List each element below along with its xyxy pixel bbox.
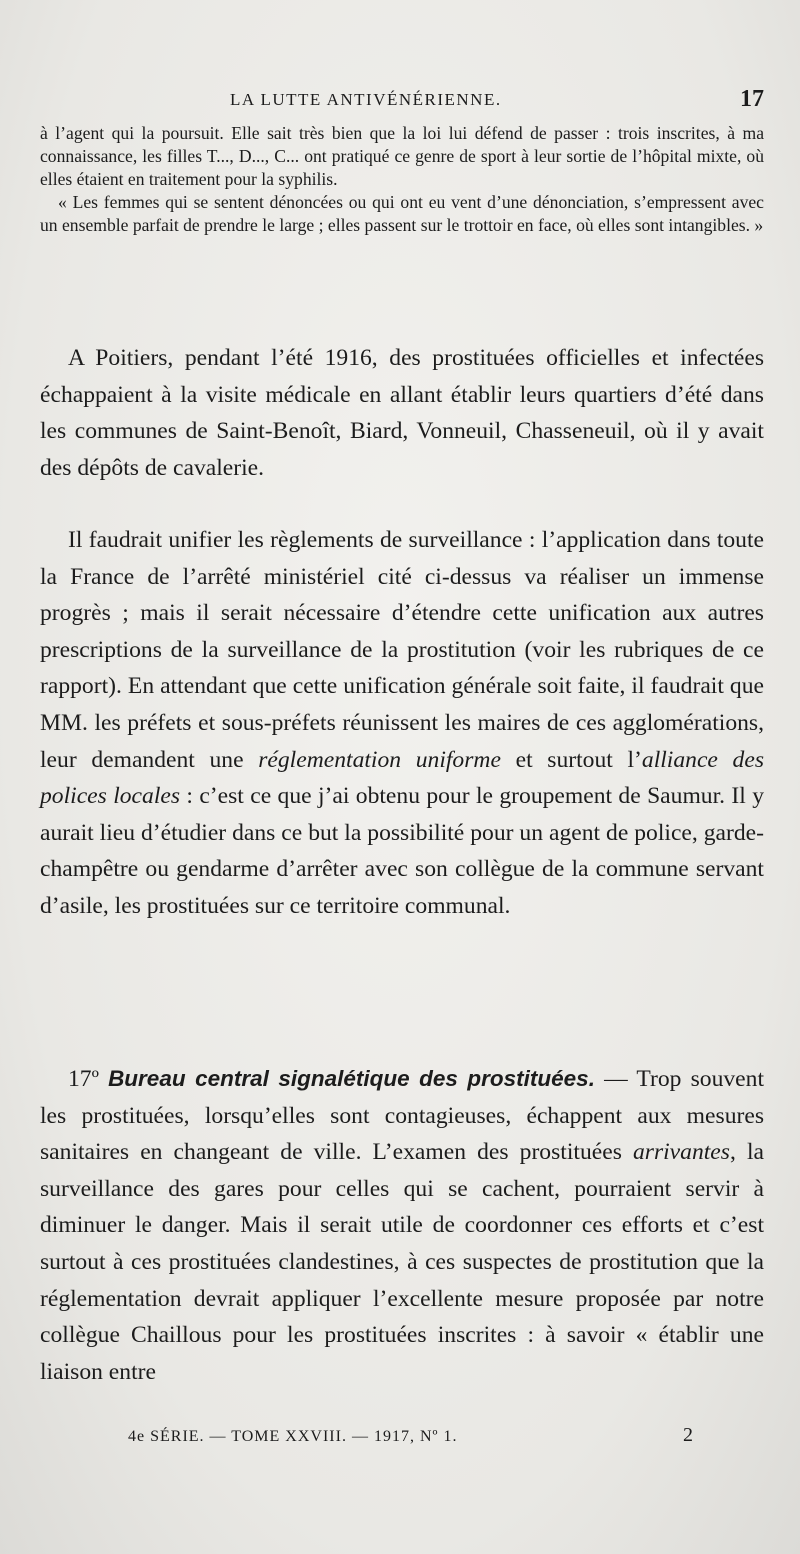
sheet-number: 2 <box>683 1424 694 1446</box>
paragraph-text <box>40 522 764 925</box>
emphasis-reglementation: réglementation uniforme <box>258 746 501 773</box>
body-paragraph-bureau <box>40 1061 764 1390</box>
text-run: , la surveillance des gares pour celles qui se cachent, pourraient servir à diminuer le danger. Mais il serait utile de coordonner ces efforts et c’est surtout à ces prostituées clandestines, à ces suspectes de prostitution que la réglementation devrait appliquer l’excellente mesure proposée par notre collègue Chaillous pour les prostituées inscrites : à savoir « établir une liaison entre <box>40 1139 764 1385</box>
text-run: Il faudrait unifier les règlements de surveillance : l’application dans toute la France de l’arrêté ministériel cité ci-dessus va réaliser un immense progrès ; mais il serait nécessaire d’étendre cette unification aux autres prescriptions de la surveillance de la prostitution (voir les rubriques de ce rapport). En attendant que cette unification générale soit faite, il faudrait que MM. les préfets et sous-préfets réunissent les maires de ces agglomérations, leur demandent une <box>40 527 764 773</box>
emphasis-arrivantes: arrivantes <box>632 1139 730 1166</box>
text-run: et surtout l’ <box>500 746 642 773</box>
text-run: : c’est ce que j’ai obtenu pour le groupement de Saumur. Il y aurait lieu d’étudier dans ce but la possibilité pour un agent de police, garde-champêtre ou gendarme d’arrêter avec son collègue de la commune servant d’asile, les prostituées sur ce territoire communal. <box>40 783 764 919</box>
section-heading: Bureau central signalétique des prostituées. <box>108 1066 595 1091</box>
paragraph-text: A Poitiers, pendant l’été 1916, des prostituées officielles et infectées échappaient à la visite médicale en allant établir leurs quartiers d’été dans les communes de Saint-Benoît, Biard, Vonneuil, Chasseneuil, où il y avait des dépôts de cavalerie. <box>40 345 764 481</box>
section-number: 17º <box>68 1066 109 1092</box>
body-paragraph-poitiers <box>40 340 764 486</box>
text-run: — Trop souvent les prostituées, lorsqu’elles sont contagieuses, échappent aux mesures sanitaires en changeant de ville. L’examen des prostituées <box>40 1066 764 1166</box>
quoted-passage <box>40 122 764 237</box>
body-paragraph-unification <box>40 522 764 925</box>
running-title: LA LUTTE ANTIVÉNÉRIENNE. <box>230 90 502 109</box>
page-number: 17 <box>740 86 764 112</box>
page-footer <box>40 1424 764 1458</box>
page-header <box>40 88 764 118</box>
quote-paragraph-1: à l’agent qui la poursuit. Elle sait très bien que la loi lui défend de passer : trois inscrites, à ma connaissance, les filles T..., D..., C... ont pratiqué ce genre de sport à leur sortie de l’hôpital mixte, où elles étaient en traitement pour la syphilis. <box>40 123 764 189</box>
emphasis-alliance: alliance des polices locales <box>40 746 764 810</box>
paragraph-text <box>40 1061 764 1390</box>
quote-paragraph-2: « Les femmes qui se sentent dénoncées ou qui ont eu vent d’une dénonciation, s’empressent avec un ensemble parfait de prendre le large ; elles passent sur le trottoir en face, où elles sont intangibles. » <box>40 192 764 235</box>
signature-line: 4e SÉRIE. — TOME XXVIII. — 1917, Nº 1. <box>128 1428 458 1445</box>
